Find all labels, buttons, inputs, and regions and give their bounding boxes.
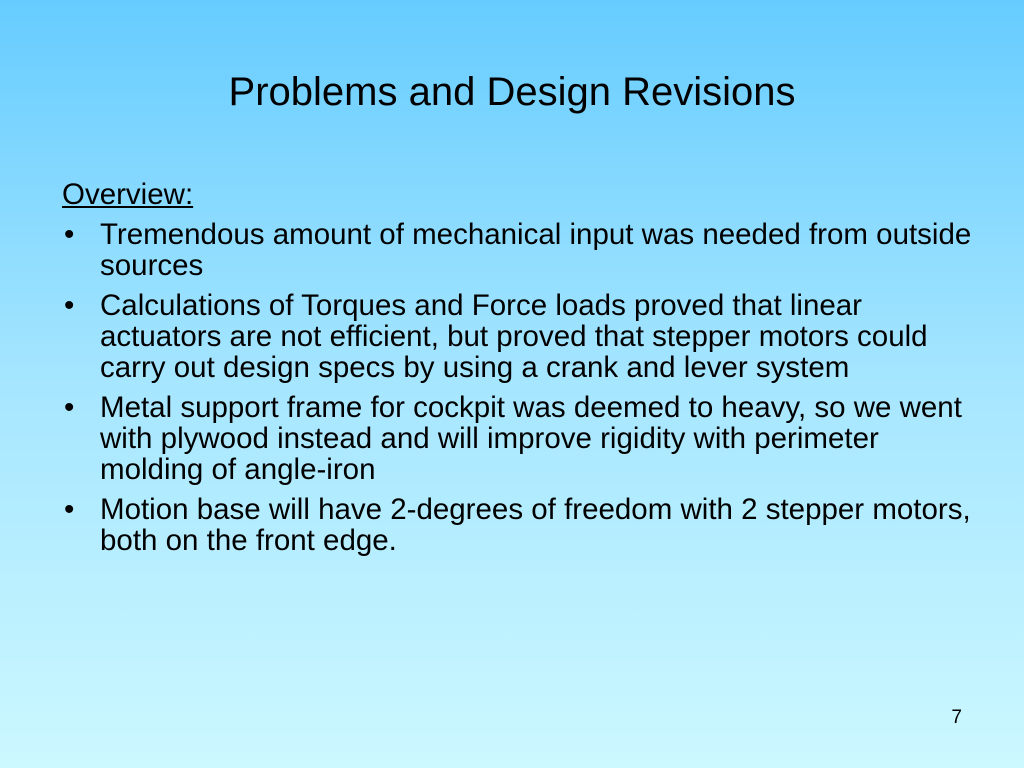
slide-title: Problems and Design Revisions [228,70,796,114]
bullet-icon: • [64,289,75,322]
bullet-list [62,219,972,556]
bullet-text: Motion base will have 2-degrees of freedom with 2 stepper motors, both on the front edge. [100,493,971,557]
page-number: 7 [951,707,962,728]
bullet-item [62,219,972,281]
bullet-icon: • [64,391,75,424]
bullet-item [62,290,972,383]
bullet-item [62,392,972,485]
bullet-text: Calculations of Torques and Force loads proved that linear actuators are not efficient, but proved that stepper motors could carry out design specs by using a crank and lever system [100,289,928,384]
bullet-text: Metal support frame for cockpit was deemed to heavy, so we went with plywood instead and will improve rigidity with perimeter molding of angle-iron [100,391,962,486]
bullet-item [62,494,972,556]
bullet-icon: • [64,493,75,526]
overview-heading: Overview: [62,178,194,211]
bullet-icon: • [64,218,75,251]
bullet-text: Tremendous amount of mechanical input was needed from outside sources [100,218,972,282]
slide-content [62,179,972,565]
